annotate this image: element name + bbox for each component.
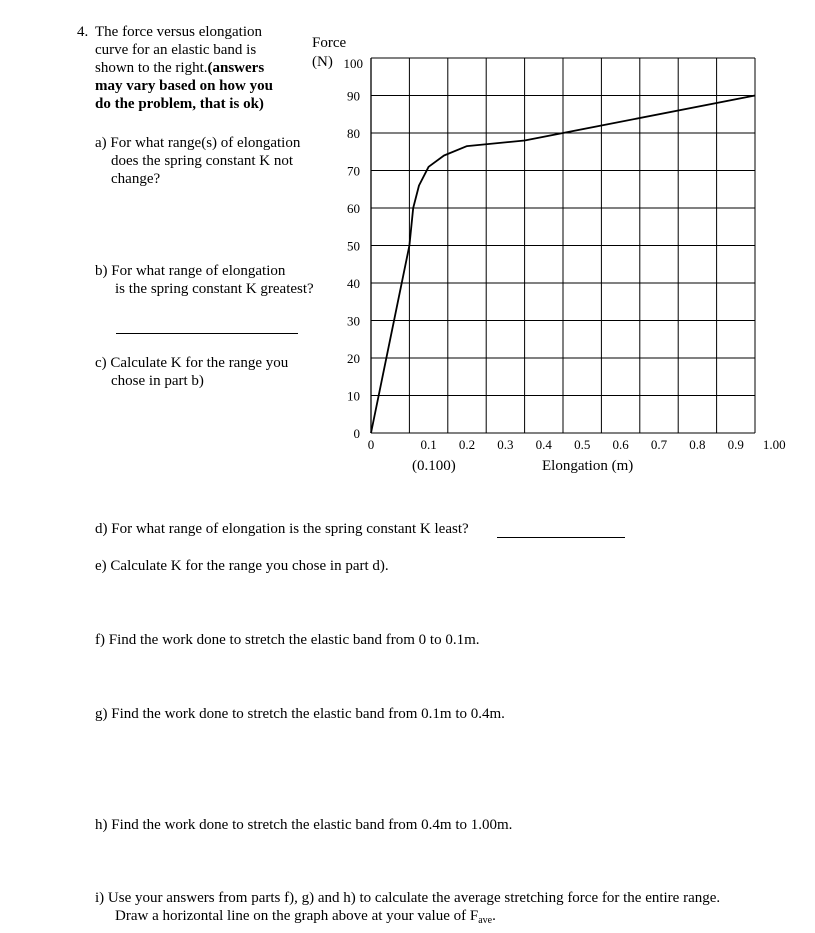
y-axis-label-unit: (N) (312, 54, 333, 70)
y-tick-label: 90 (347, 88, 360, 104)
question-c-line-1: c) Calculate K for the range you (95, 355, 289, 371)
x-tick-label: 0.8 (689, 437, 706, 452)
y-tick-label: 80 (347, 126, 360, 141)
y-tick-label: 100 (343, 56, 363, 71)
question-c-line-2: chose in part b) (111, 373, 204, 389)
x-tick-label: 0.4 (535, 437, 552, 452)
note-line-2: may vary based on how you (95, 78, 273, 94)
x-tick-label: 0 (367, 437, 375, 452)
note-line-3: do the problem, that is ok) (95, 96, 264, 112)
question-d: d) For what range of elongation is the spring constant K least? (95, 521, 469, 537)
x-tick-label: 1.00 (762, 437, 786, 452)
question-a-line-3: change? (111, 171, 161, 187)
x-axis-label: Elongation (m) (542, 458, 634, 474)
intro-line-1: The force versus elongation (95, 24, 263, 40)
x-tick-label: 0.7 (650, 437, 668, 452)
question-a-line-1: a) For what range(s) of elongation (95, 135, 301, 151)
note-line-1: (answers (207, 60, 265, 76)
y-tick-label: 10 (347, 388, 360, 404)
y-tick-label: 30 (347, 313, 360, 329)
x-extra-label: (0.100) (412, 458, 456, 474)
y-tick-label: 40 (347, 276, 360, 291)
answer-line-d[interactable] (497, 537, 625, 538)
y-tick-label: 20 (347, 351, 360, 366)
intro-line-3-text: shown to the right. (95, 60, 208, 76)
intro-line-2: curve for an elastic band is (95, 42, 257, 58)
question-i-subscript: ave (478, 915, 493, 926)
question-b-line-1: b) For what range of elongation (95, 263, 286, 279)
problem-number: 4. (77, 24, 89, 40)
question-i-suffix: . (492, 908, 496, 924)
y-tick-label: 0 (353, 426, 360, 441)
y-axis-label-force: Force (312, 35, 347, 51)
x-tick-label: 0.6 (612, 437, 629, 452)
question-e: e) Calculate K for the range you chose in part d). (95, 558, 389, 574)
y-tick-label: 60 (347, 201, 360, 216)
y-tick-label: 70 (347, 163, 360, 179)
question-i-line-2 (115, 907, 496, 930)
question-a-line-2: does the spring constant K not (111, 153, 294, 169)
y-tick-label: 50 (347, 238, 360, 254)
y-tick-labels (344, 56, 364, 441)
x-tick-label: 0.2 (458, 437, 476, 452)
question-h: h) Find the work done to stretch the elastic band from 0.4m to 1.00m. (95, 817, 513, 833)
question-g: g) Find the work done to stretch the elastic band from 0.1m to 0.4m. (95, 706, 505, 722)
question-i-line-1: i) Use your answers from parts f), g) and h) to calculate the average stretching force for the entire range. (95, 890, 721, 906)
chart-grid (371, 58, 755, 433)
question-b-line-2: is the spring constant K greatest? (115, 281, 314, 297)
x-tick-label: 0.9 (727, 437, 744, 452)
x-tick-label: 0.5 (574, 437, 591, 452)
x-tick-label: 0.1 (420, 437, 437, 452)
x-tick-label: 0.3 (497, 437, 514, 452)
question-f: f) Find the work done to stretch the elastic band from 0 to 0.1m. (95, 632, 480, 648)
question-i-text: Draw a horizontal line on the graph above at your value of F (115, 908, 479, 924)
x-tick-labels (368, 437, 786, 452)
